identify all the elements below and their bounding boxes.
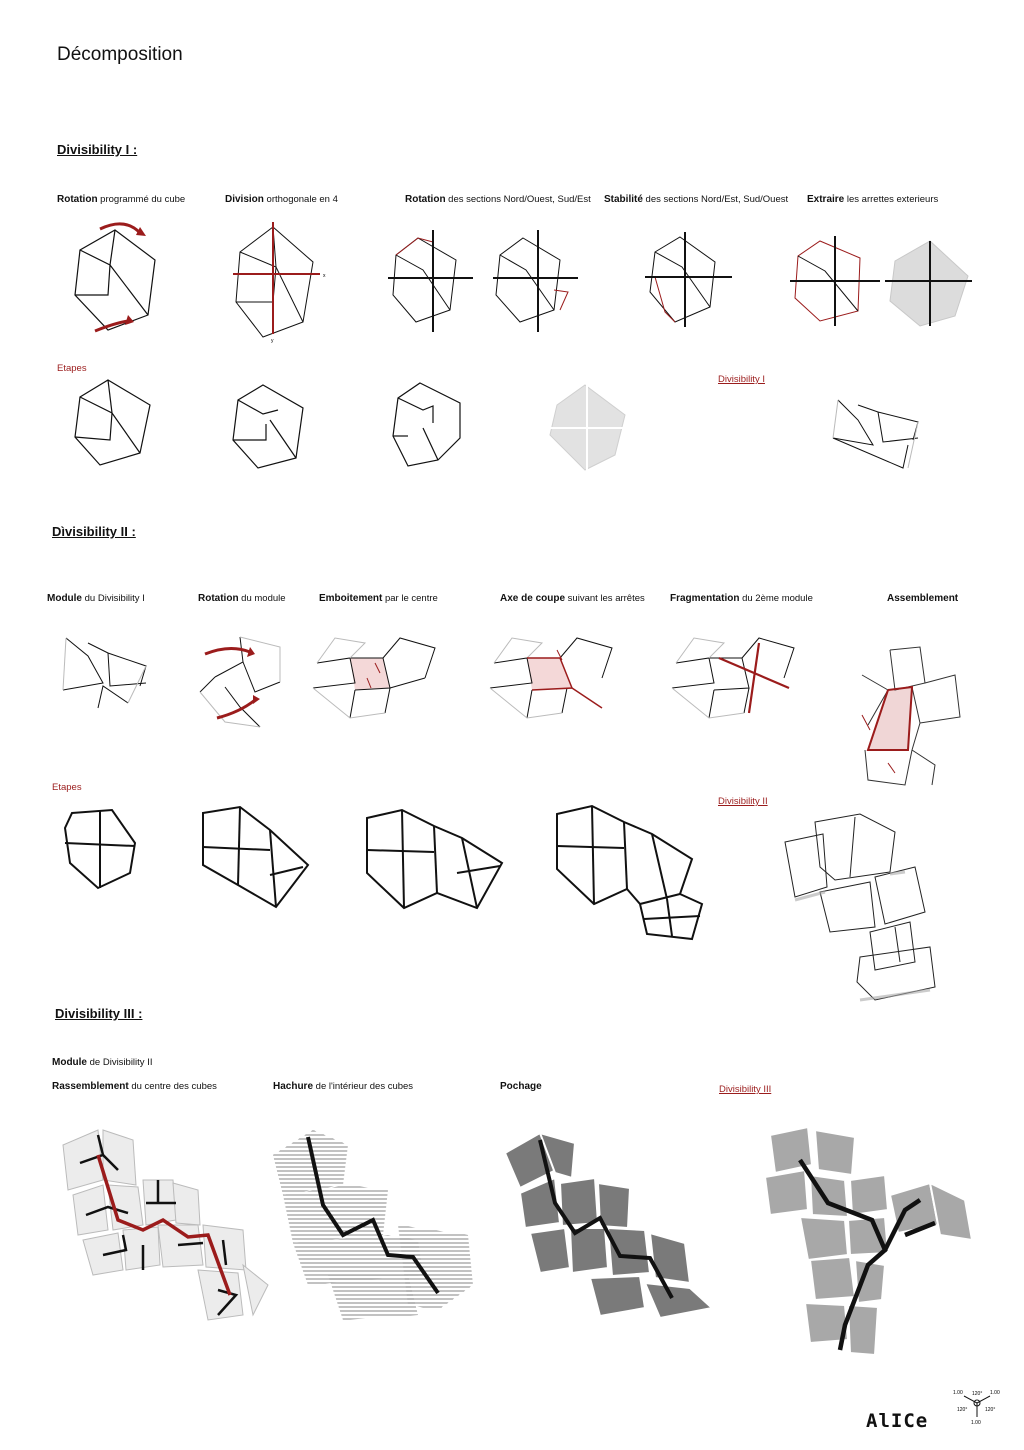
d2-etapes-label: Etapes xyxy=(52,782,82,793)
section-title-divisibility-1: Divisibility I : xyxy=(57,142,138,157)
d1-stability-figure xyxy=(640,232,740,332)
d2-etape-3-figure xyxy=(362,808,517,913)
d3-pochage-figure xyxy=(500,1128,725,1320)
d2-step-label-4: Axe de coupe suivant les arrêtes xyxy=(500,593,645,604)
d1-step-label-2: Division orthogonale en 4 xyxy=(225,194,338,205)
d3-hatch-figure xyxy=(268,1125,483,1325)
d1-extract-edges-figure xyxy=(790,236,980,326)
d1-result-label: Divisibility I xyxy=(718,374,765,385)
axis-legend-top-left: 1.00 xyxy=(953,1390,963,1396)
axis-orientation-icon xyxy=(952,1383,1002,1428)
d3-gathering-figure xyxy=(58,1125,273,1325)
axis-legend-angle-left: 120° xyxy=(957,1407,968,1413)
axis-legend-angle-top: 120° xyxy=(972,1391,983,1397)
d1-etapes-label: Etapes xyxy=(57,363,87,374)
section-title-divisibility-2: Dìvisibility II : xyxy=(52,524,136,539)
d2-etape-2-figure xyxy=(198,805,313,910)
axis-legend-top-right: 1.00 xyxy=(990,1390,1000,1396)
d1-step-label-1: Rotation programmé du cube xyxy=(57,194,186,205)
d1-etape-4-figure xyxy=(545,380,630,475)
d1-etape-1-figure xyxy=(70,375,160,470)
d1-division-figure xyxy=(228,222,338,344)
d2-result-figure xyxy=(775,812,950,1004)
d2-module-figure xyxy=(58,628,153,713)
d2-step-label-1: Module du Divisibility I xyxy=(47,593,145,604)
d2-result-label: Divisibility II xyxy=(718,796,768,807)
d3-result-label: Divisibility III xyxy=(719,1084,772,1095)
d2-assembly-figure xyxy=(850,645,970,790)
axis-y-label: y xyxy=(271,338,274,344)
d2-rotation-module-figure xyxy=(195,632,290,732)
d2-cut-axis-figure xyxy=(482,628,622,723)
d3-result-figure xyxy=(760,1125,985,1360)
d2-step-label-5: Fragmentation du 2ème module xyxy=(670,593,813,604)
d1-result-figure xyxy=(828,390,928,475)
d2-etape-4-figure xyxy=(552,804,717,944)
d2-step-label-6: Assemblement xyxy=(887,593,959,604)
d1-etape-3-figure xyxy=(388,378,478,468)
d1-step-label-3: Rotation des sections Nord/Ouest, Sud/Est xyxy=(405,194,591,205)
d2-etape-1-figure xyxy=(60,808,140,893)
brand-logo-text: AlICe xyxy=(866,1410,929,1432)
axis-legend-angle-right: 120° xyxy=(985,1407,996,1413)
d2-nesting-figure xyxy=(305,628,445,723)
d2-step-label-2: Rotation du module xyxy=(198,593,286,604)
axis-legend-bottom: 1.00 xyxy=(971,1420,981,1426)
section-title-divisibility-3: Divisibility III : xyxy=(55,1006,143,1021)
d1-step-label-4: Stabilité des sections Nord/Est, Sud/Ouest xyxy=(604,194,789,205)
d1-step-label-5: Extraire les arrettes exterieurs xyxy=(807,194,939,205)
d1-rotation-sections-figure xyxy=(388,230,588,335)
d3-step-label-2: Hachure de l'intérieur des cubes xyxy=(273,1081,414,1092)
d2-step-label-3: Emboitement par le centre xyxy=(319,593,438,604)
d1-etape-2-figure xyxy=(228,380,318,470)
d3-step-label-1: Rassemblement du centre des cubes xyxy=(52,1081,217,1092)
d3-module-label: Module de Divisibility II xyxy=(52,1057,153,1068)
axis-x-label: x xyxy=(323,273,326,279)
d2-fragmentation-figure xyxy=(664,628,804,723)
d3-step-label-3: Pochage xyxy=(500,1081,542,1092)
d1-rotation-cube-figure xyxy=(60,215,170,340)
page-title: Décomposition xyxy=(57,44,183,65)
